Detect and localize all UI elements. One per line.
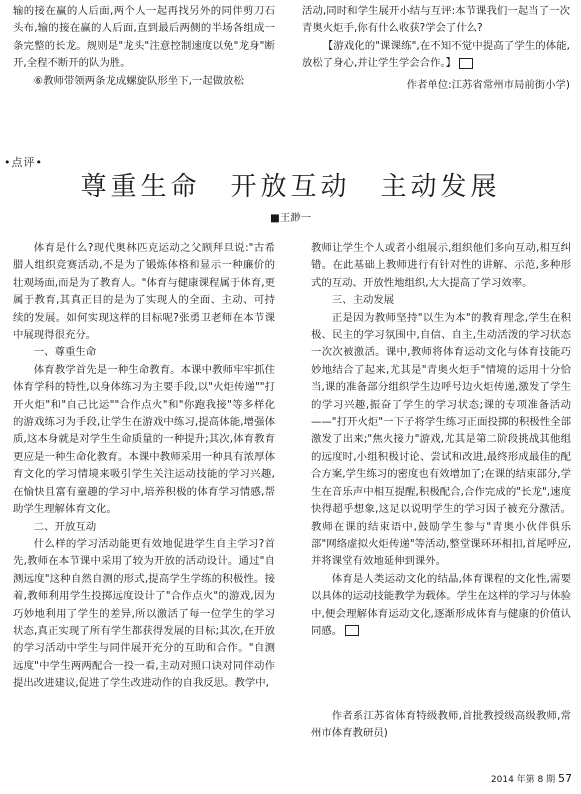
issue-label: 2014 年第 8 期 bbox=[490, 775, 556, 785]
right-body-column bbox=[311, 240, 571, 640]
left-body-column bbox=[13, 240, 275, 693]
author-unit: 作者单位:江苏省常州市局前街小学) bbox=[406, 79, 570, 91]
end-box-icon bbox=[345, 625, 359, 636]
left-paragraph-respect-life: 体育教学首先是一种生命教育。本课中教师牢牢抓住体育学科的特性,以身体练习为主要手段,以"火炬传递""打开火炬"和"自己比运""合作点火"和"你跑我接"等多样化的游戏练习为手段,让学生在游戏中练习,提高体能,增强体质,这本身就是对学生生命质量的一种提升;其次,体育教育更应是一种生命化教育。本课中教师采用一种具有浓厚体育文化的学习情境来吸引学生关注运动技能的学习兴趣,在愉快且富有童趣的学习中,培养积极的体育学习情感,帮助学生理解体育文化。 bbox=[13, 363, 275, 516]
right-continuation-paragraph: 教师让学生个人或者小组展示,组织他们多向互动,相互纠错。在此基础上教师进行有针对性的讲解、示范,多种形式的互动、开放性地组织,大大提高了学习效率。 bbox=[311, 242, 571, 289]
top-left-paragraph-2: ⑥教师带领两条龙成螺旋队形坐下,一起做放松 bbox=[33, 74, 244, 87]
right-paragraph-conclusion bbox=[311, 571, 571, 641]
top-right-column bbox=[302, 3, 570, 73]
comment-section-label: •点评• bbox=[4, 156, 43, 169]
top-right-paragraph-2-text: 【游戏化的"课课练",在不知不觉中提高了学生的体能,放松了身心,并让学生学会合作。】 bbox=[302, 39, 570, 70]
page-footer bbox=[491, 772, 572, 785]
section-heading-open-interaction: 二、开放互动 bbox=[33, 520, 97, 533]
top-right-paragraph-1: 活动,同时和学生展开小结与互评:本节课我们一起当了一次青奥火炬手,你有什么收获?学会了什么? bbox=[302, 5, 570, 35]
top-right-paragraph-2 bbox=[302, 38, 570, 73]
top-left-paragraph-1: 输的接在赢的人后面,两个人一起再找另外的同伴剪刀石头布,输的接在赢的人后面,直到最后两侧的半场各组成一条完整的长龙。规则是"龙头"注意控制速度以免"龙身"断开,全程不断开的队为胜。 bbox=[13, 5, 275, 70]
page-number: 57 bbox=[558, 772, 572, 785]
right-paragraph-active-development: 正是因为教师坚持"以生为本"的教育理念,学生在积极、民主的学习氛围中,自信、自主,生动活泼的学习状态一次次被激活。课中,教师将体育运动文化与体育技能巧妙地结合了起来,尤其是"青奥火炬手"情境的运用十分恰当,课的准备部分组织学生边呼号边火炬传递,激发了学生的学习兴趣,振奋了学生的学习状态;课的专项准备活动——"打开火炬"一下子将学生练习正面投掷的积极性全部激发了出来;"焦火接力"游戏,尤其是第二阶段挑战其他组的远度时,小组积极讨论、尝试和改进,最终形成最佳的配合方案,学生练习的密度也有效增加了;在课的结束部分,学生在音乐声中相互提醒,积极配合,合作完成的"长龙",速度快得超乎想象,这足以说明学生的学习因子被充分激活。教师在课的结束语中,鼓励学生参与"青奥小伙伴俱乐部"网络虚拟火炬传递"等活动,整堂课环环相扣,首尾呼应,并将课堂有效地延伸到课外。 bbox=[311, 311, 571, 568]
end-box-icon bbox=[459, 58, 473, 69]
top-left-column bbox=[13, 3, 275, 90]
left-paragraph-open-interaction: 什么样的学习活动能更有效地促进学生自主学习?首先,教师在本节课中采用了较为开放的活动设计。通过"自测远度"这种自然自测的形式,提高学生学练的积极性。接着,教师利用学生投掷远度设计了"合作点火"的游戏,因为巧妙地利用了学生的差异,所以激活了每一位学生的学习状态,真正实现了所有学生都获得发展的目标;其次,在开放的学习活动中学生与同伴展开充分的互助和合作。"自测远度"中学生两两配合一投一看,主动对照口诀对同伴动作提出改进建议,促进了学生改进动作的自我反思。教学中, bbox=[13, 537, 275, 690]
section-heading-respect-life: 一、尊重生命 bbox=[33, 346, 97, 359]
section-heading-active-development: 三、主动发展 bbox=[331, 294, 395, 307]
author-footnote: 作者系江苏省体育特级教师,首批教授级高级教师,常州市体育教研员) bbox=[311, 710, 571, 740]
article-title: 尊重生命 开放互动 主动发展 bbox=[80, 172, 501, 202]
article-byline: ■王渺一 bbox=[270, 212, 311, 224]
left-intro-paragraph: 体育是什么?现代奥林匹克运动之父顾拜旦说:"古希腊人组织竞赛活动,不是为了锻炼体格和显示一种廉价的壮观场面,而是为了教育人。"体育与健康课程属于体育,更属于教育,其真正目的是为了实现人的全面、主动、可持续的发展。如何实现这样的目标呢?张勇卫老师在本节课中展现得很充分。 bbox=[13, 242, 275, 342]
right-paragraph-conclusion-text: 体育是人类运动文化的结晶,体育课程的文化性,需要以具体的运动技能教学为载体。学生在这样的学习与体验中,便会理解体育运动文化,逐渐形成体育与健康的价值认同感。 bbox=[311, 572, 571, 637]
